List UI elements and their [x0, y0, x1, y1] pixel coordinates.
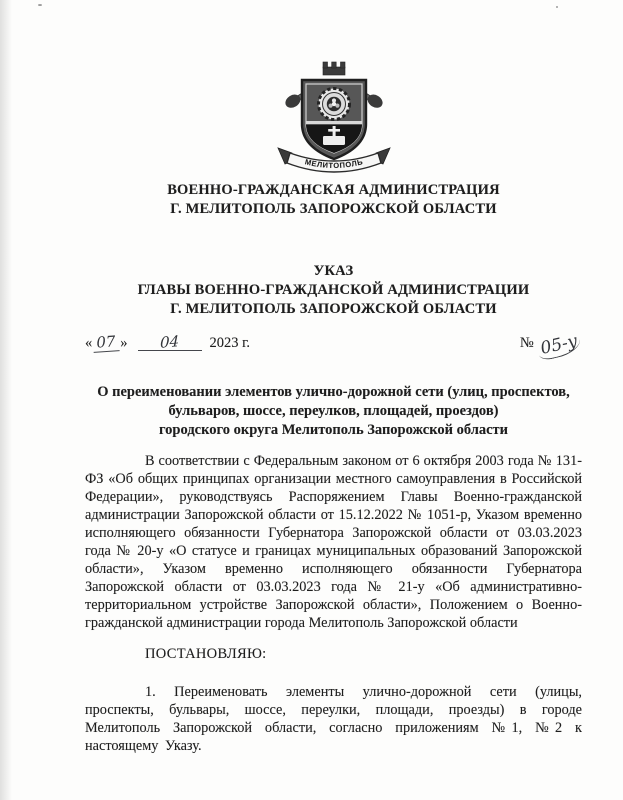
org-header-line-1: ВОЕННО-ГРАЖДАНСКАЯ АДМИНИСТРАЦИЯ — [167, 182, 500, 198]
shield-divider-band — [306, 121, 362, 124]
month-underline — [138, 332, 202, 352]
scan-speck — [38, 4, 42, 6]
date-number-row — [85, 331, 582, 359]
org-header — [85, 181, 582, 219]
date-close-quote: » — [120, 335, 128, 351]
doc-type-line-3: Г. МЕЛИТОПОЛЬ ЗАПОРОЖСКОЙ ОБЛАСТИ — [170, 301, 497, 317]
decree-item-1: 1. Переименовать элементы улично-дорожной сети (улицы, проспекты, бульвары, шоссе, переулки, площади, проезды) в городе Мелитополь Запорожской области, согласно приложениям №1, №2 к настоящему Указу. — [85, 684, 582, 754]
handwritten-day: 07 — [93, 332, 120, 353]
scan-left-shadow — [0, 0, 12, 800]
mural-crown-icon — [323, 62, 345, 75]
resolution-word: ПОСТАНОВЛЯЮ: — [145, 646, 267, 662]
handwritten-month: 04 — [159, 332, 180, 352]
coat-of-arms-block — [85, 60, 582, 178]
handwritten-decree-number: 05-у — [536, 330, 583, 361]
decree-subject — [85, 383, 582, 440]
gear-flower-icon — [318, 89, 349, 120]
doc-type-heading — [85, 262, 582, 319]
doc-type-line-2: ГЛАВЫ ВОЕННО-ГРАЖДАНСКОЙ АДМИНИСТРАЦИИ — [137, 282, 530, 298]
number-sign: № — [519, 335, 534, 351]
subject-line-3: городского округа Мелитополь Запорожской области — [158, 422, 509, 438]
date-open-quote: « — [85, 335, 93, 351]
subject-line-2: бульваров, шоссе, переулков, площадей, проездов) — [168, 403, 499, 419]
scan-speck — [556, 6, 558, 8]
org-header-line-2: Г. МЕЛИТОПОЛЬ ЗАПОРОЖСКОЙ ОБЛАСТИ — [170, 201, 497, 217]
date-field — [85, 333, 250, 352]
emblem-ribbon-text: МЕЛИТОПОЛЬ — [303, 157, 364, 171]
preamble-paragraph: В соответствии с Федеральным законом от 6 октября 2003 года № 131-ФЗ «Об общих принципах организации местного самоуправления в Российской Федерации», руководствуясь Распоряжением Главы Военно-гражданской администрации Запорожской области от 15.12.2022 № 1051-р, Указом временно исполняющего обязанности Губернатора Запорожской области от 03.03.2023 года № 20-у «О статусе и границах муниципальных образований Запорожской области», Указом временно исполняющего обязанности Губернатора Запорожской области от 03.03.2023 года № 21-у «Об административно-территориальном устройстве Запорожской области», Положением о Военно-гражданской администрации города Мелитополь Запорожской области — [85, 453, 582, 631]
subject-line-1: О переименовании элементов улично-дорожной сети (улиц, проспектов, — [97, 384, 570, 400]
document-content — [85, 60, 582, 755]
decree-number-field — [519, 331, 582, 359]
melitopol-coat-of-arms-icon — [268, 60, 400, 178]
year-text: 2023 г. — [209, 335, 251, 351]
doc-type-line-1: УКАЗ — [313, 263, 354, 279]
